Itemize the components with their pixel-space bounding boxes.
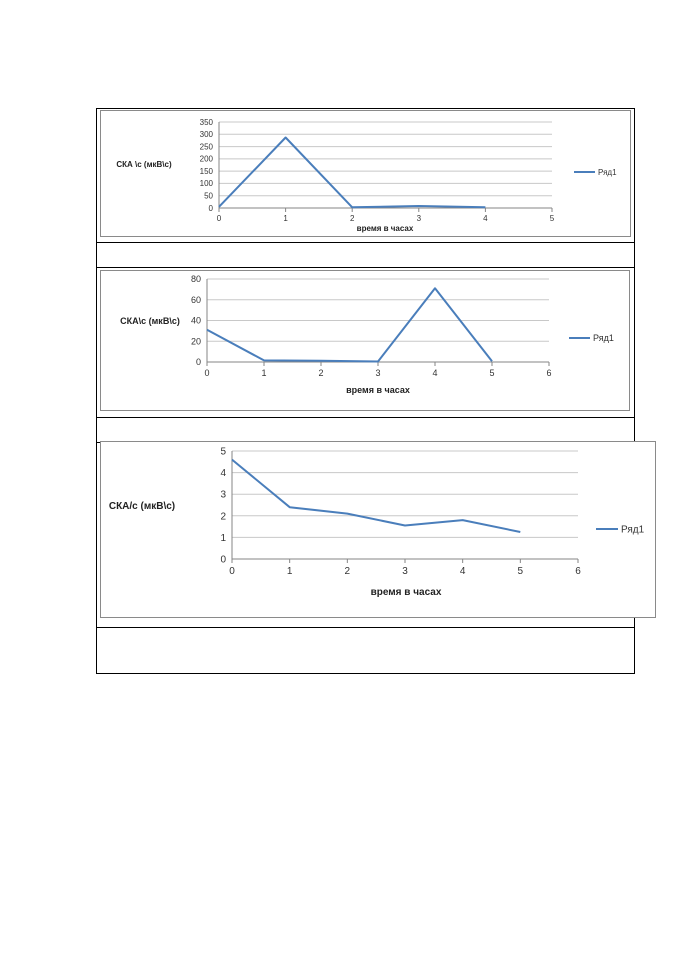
x-tick-label: 5: [489, 368, 495, 378]
y-tick-label: 250: [199, 142, 213, 152]
x-tick-label: 2: [318, 368, 324, 378]
y-tick-label: 200: [199, 154, 213, 164]
table-row-divider: [96, 267, 635, 268]
x-axis-title: время в часах: [346, 385, 410, 395]
legend-label: Ряд1: [621, 524, 645, 536]
x-tick-label: 4: [483, 214, 488, 223]
x-tick-label: 6: [546, 368, 552, 378]
y-tick-label: 0: [195, 357, 201, 368]
y-tick-label: 80: [190, 274, 201, 285]
x-tick-label: 1: [286, 566, 293, 577]
y-tick-label: 60: [190, 294, 201, 305]
x-tick-label: 2: [344, 566, 351, 577]
x-tick-label: 2: [349, 214, 355, 223]
y-tick-label: 350: [199, 117, 213, 127]
series-line: [219, 138, 485, 208]
series-line: [232, 460, 520, 532]
y-tick-label: 0: [208, 203, 213, 213]
y-tick-label: 1: [220, 532, 226, 544]
x-tick-label: 0: [229, 566, 235, 577]
y-tick-label: 3: [220, 489, 226, 501]
y-tick-label: 4: [220, 468, 226, 480]
table-row-divider: [96, 627, 635, 628]
legend-label: Ряд1: [593, 333, 614, 344]
y-tick-label: 2: [220, 511, 226, 523]
y-tick-label: 300: [199, 130, 213, 140]
x-tick-label: 0: [216, 214, 222, 223]
x-tick-label: 5: [549, 214, 555, 223]
x-tick-label: 6: [575, 566, 581, 577]
y-tick-label: 5: [220, 446, 226, 458]
y-axis-title: СКА\с (мкВ\с): [120, 316, 180, 326]
y-tick-label: 0: [220, 554, 226, 566]
y-axis-title: СКА/с (мкВ\с): [108, 501, 176, 512]
y-tick-label: 100: [199, 179, 213, 189]
chart-3: [100, 441, 656, 618]
x-tick-label: 3: [375, 368, 381, 378]
y-tick-label: 40: [190, 315, 201, 326]
y-axis-title: СКА \c (мкВ\c): [116, 160, 172, 169]
x-tick-label: 4: [459, 566, 466, 577]
chart-2: [100, 270, 630, 411]
chart-1: [100, 110, 631, 237]
x-axis-title: время в часах: [356, 224, 414, 233]
x-tick-label: 4: [432, 368, 438, 378]
table-row-divider: [96, 242, 635, 243]
y-tick-label: 50: [204, 191, 213, 201]
x-tick-label: 3: [402, 566, 408, 577]
x-axis-title: время в часах: [370, 587, 442, 598]
legend-label: Ряд1: [598, 167, 617, 177]
table-row-divider: [96, 417, 635, 418]
x-tick-label: 1: [283, 214, 288, 223]
y-tick-label: 20: [190, 336, 201, 347]
x-tick-label: 0: [204, 368, 210, 378]
x-tick-label: 5: [517, 566, 524, 577]
x-tick-label: 3: [416, 214, 422, 223]
x-tick-label: 1: [261, 368, 267, 378]
y-tick-label: 150: [199, 166, 213, 176]
